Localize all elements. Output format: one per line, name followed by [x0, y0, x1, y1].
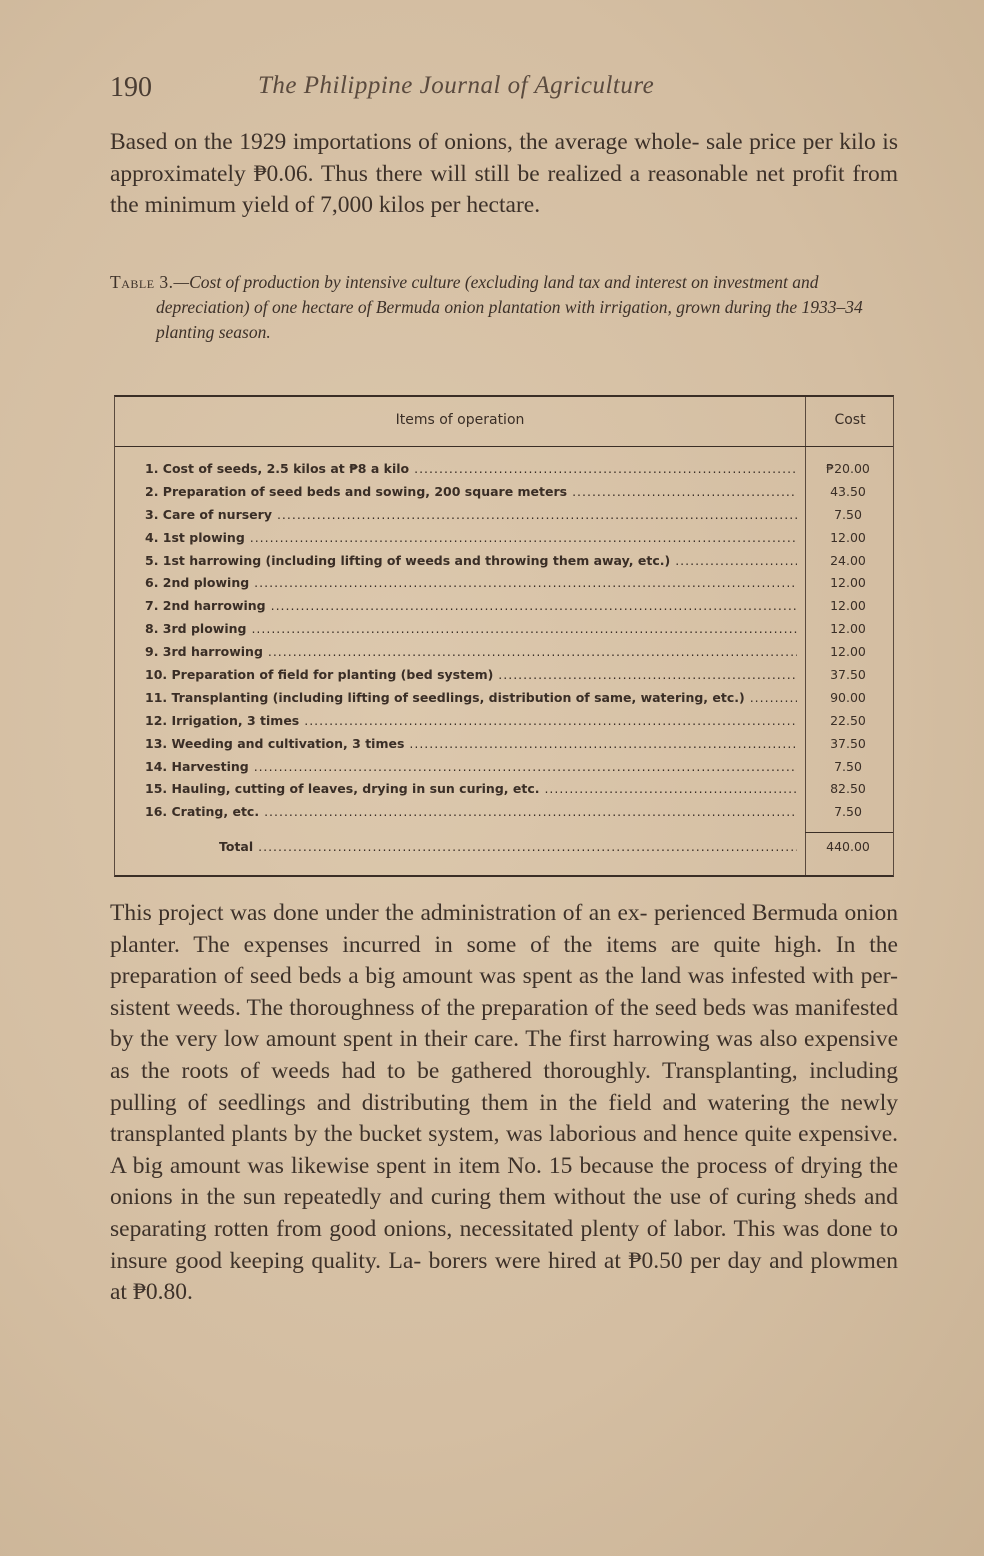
table-row: [115, 575, 893, 598]
total-label: Total .....: [219, 839, 797, 854]
journal-title: The Philippine Journal of Agriculture: [258, 72, 655, 99]
total-cost: 440.00: [826, 839, 870, 854]
page-number: 190: [110, 72, 152, 103]
row-label: 5. 1st harrowing (including lifting of weeds and throwing them away, etc.) .....: [145, 553, 797, 568]
header-divider: [115, 446, 893, 447]
row-cost: 7.50: [834, 804, 862, 820]
table-row: [115, 690, 893, 713]
table-caption-text: —Cost of production by intensive culture (excluding land tax and interest on investment and depreciation) of one hectare of Bermuda onion plantation with irrigation, grown during the 1933–34 planting season.: [156, 272, 863, 342]
table-row: [115, 484, 893, 507]
row-cost: 37.50: [830, 667, 866, 683]
table-caption: [110, 270, 898, 345]
table-row: [115, 781, 893, 804]
row-cost: 12.00: [830, 621, 866, 637]
row-label: 2. Preparation of seed beds and sowing, 200 square meters .....: [145, 484, 797, 499]
table-row: [115, 644, 893, 667]
row-cost: 12.00: [830, 598, 866, 614]
row-label: 8. 3rd plowing .....: [145, 621, 797, 636]
row-label: 11. Transplanting (including lifting of seedlings, distribution of same, watering, etc.) .....: [145, 690, 797, 705]
row-cost: 12.00: [830, 529, 866, 545]
table-row: [115, 598, 893, 621]
row-cost: 12.00: [830, 575, 866, 591]
row-cost: 37.50: [830, 735, 866, 751]
table-row: [115, 759, 893, 782]
row-cost: 12.00: [830, 644, 866, 660]
row-cost: 24.00: [830, 552, 866, 568]
table-row: [115, 530, 893, 553]
table-row: [115, 713, 893, 736]
table-row: [115, 804, 893, 827]
row-cost: 43.50: [830, 483, 866, 499]
discussion-paragraph: This project was done under the administration of an ex- perienced Bermuda onion planter. The expenses incurred in some of the items are quite high. In the preparation of seed beds a big amount was spent as the land was infested with per- sistent weeds. The thoroughness of the preparation of the seed beds was manifested by the very low amount spent in their care. The first harrowing was also expensive as the roots of weeds had to be gathered thoroughly. Transplanting, including pulling of seedlings and distributing them in the field and watering the newly transplanted plants by the bucket system, was laborious and hence quite expensive. A big amount was likewise spent in item No. 15 because the process of drying the onions in the sun repeatedly and curing them without the use of curing sheds and separating rotten from good onions, necessitated plenty of labor. This was done to insure good keeping quality. La- borers were hired at ₱0.50 per day and plowmen at ₱0.80.: [110, 900, 898, 1306]
row-label: 12. Irrigation, 3 times .....: [145, 713, 797, 728]
items-column-header: Items of operation: [395, 412, 525, 428]
row-cost: 22.50: [830, 712, 866, 728]
row-cost: 7.50: [834, 506, 862, 522]
row-cost: ₱20.00: [826, 461, 870, 476]
table-row: [115, 667, 893, 690]
row-label: 7. 2nd harrowing .....: [145, 598, 797, 613]
intro-paragraph: Based on the 1929 importations of onions, the average whole- sale price per kilo is approximately ₱0.06. Thus there will still be realized a reasonable net profit from the minimum yield of 7,000 kilos per hectare.: [110, 129, 898, 219]
cost-column-header: Cost: [834, 412, 866, 428]
table-row: [115, 507, 893, 530]
row-label: 10. Preparation of field for planting (bed system) .....: [145, 667, 797, 682]
row-label: 1. Cost of seeds, 2.5 kilos at ₱8 a kilo .....: [145, 461, 797, 476]
row-label: 3. Care of nursery .....: [145, 507, 797, 522]
table-row: [115, 621, 893, 644]
table-row: [115, 553, 893, 576]
row-label: 14. Harvesting .....: [145, 759, 797, 774]
table-row: [115, 461, 893, 484]
row-label: 9. 3rd harrowing .....: [145, 644, 797, 659]
table-body: [115, 461, 893, 827]
row-label: 13. Weeding and cultivation, 3 times .....: [145, 736, 797, 751]
row-cost: 82.50: [830, 781, 866, 797]
total-row: [115, 839, 893, 861]
table-row: [115, 736, 893, 759]
row-label: 6. 2nd plowing .....: [145, 575, 797, 590]
row-label: 4. 1st plowing .....: [145, 530, 797, 545]
row-label: 16. Crating, etc. .....: [145, 804, 797, 819]
cost-table: [114, 395, 894, 877]
row-cost: 90.00: [830, 689, 866, 705]
table-caption-label: Table 3.: [110, 272, 174, 292]
total-divider: [805, 832, 893, 833]
row-label: 15. Hauling, cutting of leaves, drying in sun curing, etc. .....: [145, 781, 797, 796]
row-cost: 7.50: [834, 758, 862, 774]
page-header: [110, 72, 900, 112]
